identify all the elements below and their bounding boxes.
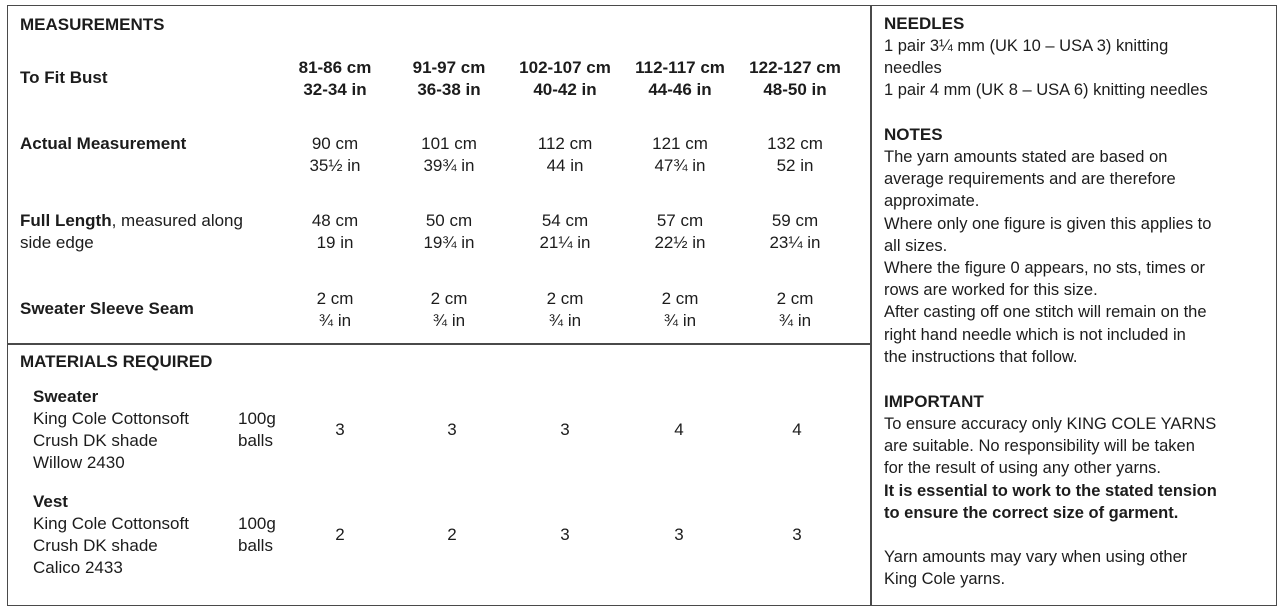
length-cm: 50 cm (425, 211, 473, 230)
needles-line: needles (884, 59, 942, 78)
needles-line: 1 pair 3¼ mm (UK 10 – USA 3) knitting (884, 37, 1169, 55)
notes-line: Where the figure 0 appears, no sts, times or (884, 259, 1205, 278)
unit-line: balls (238, 536, 273, 555)
length-in: 23¼ in (769, 233, 821, 252)
sleeve-in: ¾ in (318, 311, 352, 330)
actual-cm: 90 cm (311, 134, 359, 153)
vest-qty-4: 3 (674, 525, 684, 544)
spacer (884, 524, 1276, 546)
size-col-3 (515, 57, 615, 101)
length-col-5 (745, 210, 845, 254)
full-length-label-rest: , measured along (111, 211, 243, 230)
length-col-3 (515, 210, 615, 254)
actual-cm: 101 cm (421, 134, 477, 153)
important-line: are suitable. No responsibility will be taken (884, 437, 1195, 456)
sleeve-in: ¾ in (548, 311, 582, 330)
sleeve-in: ¾ in (778, 311, 812, 330)
notes-line: Where only one figure is given this applies to (884, 214, 1212, 233)
size-cm: 112-117 cm (635, 58, 725, 77)
needles-heading: NEEDLES (884, 14, 965, 33)
measurements-heading: MEASUREMENTS (20, 15, 165, 34)
size-cm: 102-107 cm (519, 58, 611, 77)
actual-col-3 (515, 133, 615, 177)
actual-col-2 (399, 133, 499, 177)
sweater-qty-5: 4 (792, 420, 802, 439)
sweater-qty-3: 3 (560, 420, 570, 439)
vest-yarn-line: Crush DK shade (33, 536, 158, 555)
important-bold-line: to ensure the correct size of garment. (884, 503, 1179, 522)
vest-title: Vest (33, 492, 68, 511)
vest-qty-1: 2 (335, 525, 345, 544)
sweater-qty-2: 3 (447, 420, 457, 439)
vest-yarn-line: Calico 2433 (33, 558, 123, 577)
important-section (884, 391, 1276, 590)
size-cm: 81-86 cm (298, 58, 372, 77)
actual-in: 35½ in (309, 156, 361, 175)
unit-line: balls (238, 431, 273, 450)
vest-qty-5: 3 (792, 525, 802, 544)
actual-col-1 (285, 133, 385, 177)
length-in: 19 in (316, 233, 354, 252)
full-length-label (20, 210, 243, 254)
sleeve-seam-label: Sweater Sleeve Seam (20, 299, 194, 318)
sweater-yarn-block (33, 386, 189, 474)
actual-measurement-label: Actual Measurement (20, 134, 187, 153)
notes-line: the instructions that follow. (884, 347, 1078, 366)
sleeve-col-3 (515, 288, 615, 332)
unit-line: 100g (238, 409, 276, 428)
actual-in: 39¾ in (423, 156, 475, 175)
size-cm: 91-97 cm (412, 58, 486, 77)
sleeve-cm: 2 cm (546, 289, 584, 308)
notes-line: approximate. (884, 192, 980, 211)
sweater-yarn-line: King Cole Cottonsoft (33, 409, 189, 428)
actual-in: 47¾ in (654, 156, 706, 175)
length-cm: 57 cm (656, 211, 704, 230)
important-line: To ensure accuracy only KING COLE YARNS (884, 415, 1217, 433)
length-in: 19¾ in (423, 233, 475, 252)
length-in: 21¼ in (539, 233, 591, 252)
length-col-2 (399, 210, 499, 254)
notes-line: The yarn amounts stated are based on (884, 148, 1168, 166)
notes-heading: NOTES (884, 125, 943, 144)
length-cm: 54 cm (541, 211, 589, 230)
actual-col-5 (745, 133, 845, 177)
sleeve-cm: 2 cm (316, 289, 354, 308)
vest-yarn-block (33, 491, 189, 579)
sleeve-col-5 (745, 288, 845, 332)
vest-yarn-line: King Cole Cottonsoft (33, 514, 189, 533)
length-in: 22½ in (654, 233, 706, 252)
sleeve-cm: 2 cm (661, 289, 699, 308)
notes-line: all sizes. (884, 236, 948, 255)
sweater-yarn-line: Willow 2430 (33, 453, 125, 472)
column-divider (870, 5, 872, 606)
actual-in: 52 in (776, 156, 814, 175)
important-final-line: King Cole yarns. (884, 570, 1006, 589)
size-in: 48-50 in (763, 80, 827, 99)
length-col-1 (285, 210, 385, 254)
length-cm: 48 cm (311, 211, 359, 230)
vest-qty-2: 2 (447, 525, 457, 544)
full-length-label-line2: side edge (20, 233, 94, 252)
materials-heading: MATERIALS REQUIRED (20, 352, 213, 371)
vest-qty-3: 3 (560, 525, 570, 544)
sleeve-in: ¾ in (663, 311, 697, 330)
size-cm: 122-127 cm (749, 58, 841, 77)
size-in: 44-46 in (648, 80, 712, 99)
to-fit-bust-label: To Fit Bust (20, 68, 108, 87)
length-col-4 (630, 210, 730, 254)
notes-line: After casting off one stitch will remain on the (884, 303, 1207, 322)
notes-line: rows are worked for this size. (884, 281, 1098, 300)
size-col-2 (399, 57, 499, 101)
size-col-1 (285, 57, 385, 101)
actual-cm: 121 cm (652, 134, 708, 153)
sweater-yarn-line: Crush DK shade (33, 431, 158, 450)
important-heading: IMPORTANT (884, 392, 984, 411)
actual-col-4 (630, 133, 730, 177)
sleeve-col-1 (285, 288, 385, 332)
actual-cm: 112 cm (537, 134, 593, 153)
sweater-unit (238, 408, 276, 452)
length-cm: 59 cm (771, 211, 819, 230)
size-in: 40-42 in (533, 80, 597, 99)
section-divider (7, 343, 871, 345)
size-col-5 (745, 57, 845, 101)
unit-line: 100g (238, 514, 276, 533)
sleeve-col-4 (630, 288, 730, 332)
sweater-qty-1: 3 (335, 420, 345, 439)
important-line: for the result of using any other yarns. (884, 459, 1161, 478)
sleeve-in: ¾ in (432, 311, 466, 330)
sleeve-cm: 2 cm (776, 289, 814, 308)
sweater-title: Sweater (33, 387, 99, 406)
needles-line: 1 pair 4 mm (UK 8 – USA 6) knitting needles (884, 81, 1208, 100)
sleeve-cm: 2 cm (430, 289, 468, 308)
notes-line: right hand needle which is not included in (884, 325, 1186, 344)
notes-line: average requirements and are therefore (884, 170, 1176, 189)
actual-cm: 132 cm (767, 134, 823, 153)
size-in: 32-34 in (303, 80, 367, 99)
vest-unit (238, 513, 276, 557)
size-in: 36-38 in (417, 80, 481, 99)
needles-section (884, 13, 1276, 102)
sleeve-col-2 (399, 288, 499, 332)
important-bold-line: It is essential to work to the stated tension (884, 481, 1217, 500)
actual-in: 44 in (546, 156, 584, 175)
full-length-label-bold: Full Length (20, 211, 112, 230)
important-final-line: Yarn amounts may vary when using other (884, 548, 1188, 567)
sweater-qty-4: 4 (674, 420, 684, 439)
notes-section (884, 124, 1276, 368)
size-col-4 (630, 57, 730, 101)
